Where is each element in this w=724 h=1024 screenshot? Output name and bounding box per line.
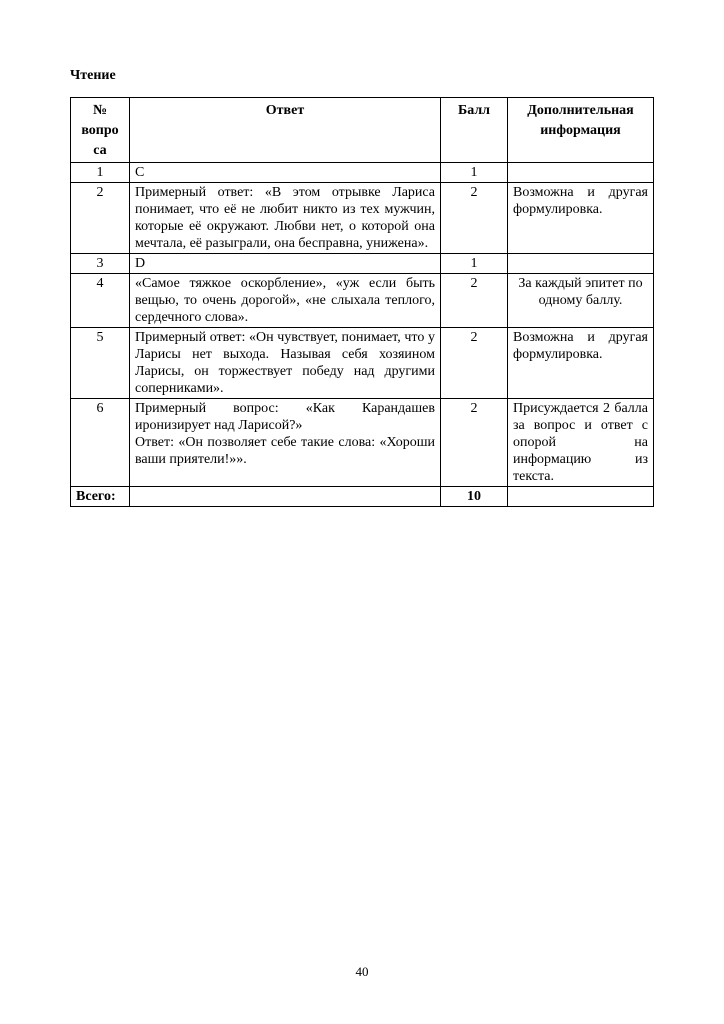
total-score: 10 [441,487,508,507]
question-number: 5 [71,328,130,399]
header-num-line-1: № [92,103,108,118]
answers-table [70,97,654,507]
score-cell: 2 [441,274,508,328]
answer-cell [130,399,441,487]
header-question-number [71,98,130,163]
question-number: 2 [71,183,130,254]
total-empty-cell [130,487,441,507]
page-title: Чтение [70,68,116,83]
score-cell: 2 [441,328,508,399]
answer-cell: «Самое тяжкое оскорбление», «уж если быть вещью, то очень дорогой», «не слыхала теплого, сердечного слова». [130,274,441,328]
table-row [71,274,654,328]
header-answer: Ответ [130,98,441,163]
answer-answer-text: Ответ: «Он позволяет себе такие слова: «Хороши ваши приятели!»». [135,435,435,467]
score-cell: 2 [441,183,508,254]
header-num-line-2: вопро [81,123,119,138]
question-number: 6 [71,399,130,487]
table-row [71,328,654,399]
info-cell [508,254,654,274]
total-label: Всего: [71,487,130,507]
header-info-line-2: информация [540,123,621,138]
info-cell [508,163,654,183]
answer-cell: Примерный ответ: «В этом отрывке Лариса понимает, что её не любит никто из тех мужчин, которые её окружают. Любви нет, о которой она мечтала, её разыграли, она бесправна, унижена». [130,183,441,254]
table-row [71,163,654,183]
table-row [71,254,654,274]
info-cell: Возможна и другая формулировка. [508,183,654,254]
answer-question-text: Примерный вопрос: «Как Карандашев иронизирует над Ларисой?» [135,401,435,433]
score-cell: 1 [441,254,508,274]
answer-cell: Примерный ответ: «Он чувствует, понимает, что у Ларисы нет выхода. Называя себя хозяином Ларисы, он торжествует победу над другими соперниками». [130,328,441,399]
table-row [71,183,654,254]
question-number: 1 [71,163,130,183]
score-cell: 1 [441,163,508,183]
table-header-row [71,98,654,163]
total-info-cell [508,487,654,507]
total-row [71,487,654,507]
info-cell: За каждый эпитет по одному баллу. [508,274,654,328]
question-number: 4 [71,274,130,328]
header-info [508,98,654,163]
info-cell: Возможна и другая формулировка. [508,328,654,399]
info-cell: Присуждается 2 балла за вопрос и ответ с опорой на информацию из текста. [508,399,654,487]
table-row [71,399,654,487]
answer-cell: D [130,254,441,274]
page-number: 40 [355,964,369,979]
header-num-line-3: са [93,143,107,158]
question-number: 3 [71,254,130,274]
header-score: Балл [441,98,508,163]
header-info-line-1: Дополнительная [527,103,634,118]
answer-cell: C [130,163,441,183]
score-cell: 2 [441,399,508,487]
